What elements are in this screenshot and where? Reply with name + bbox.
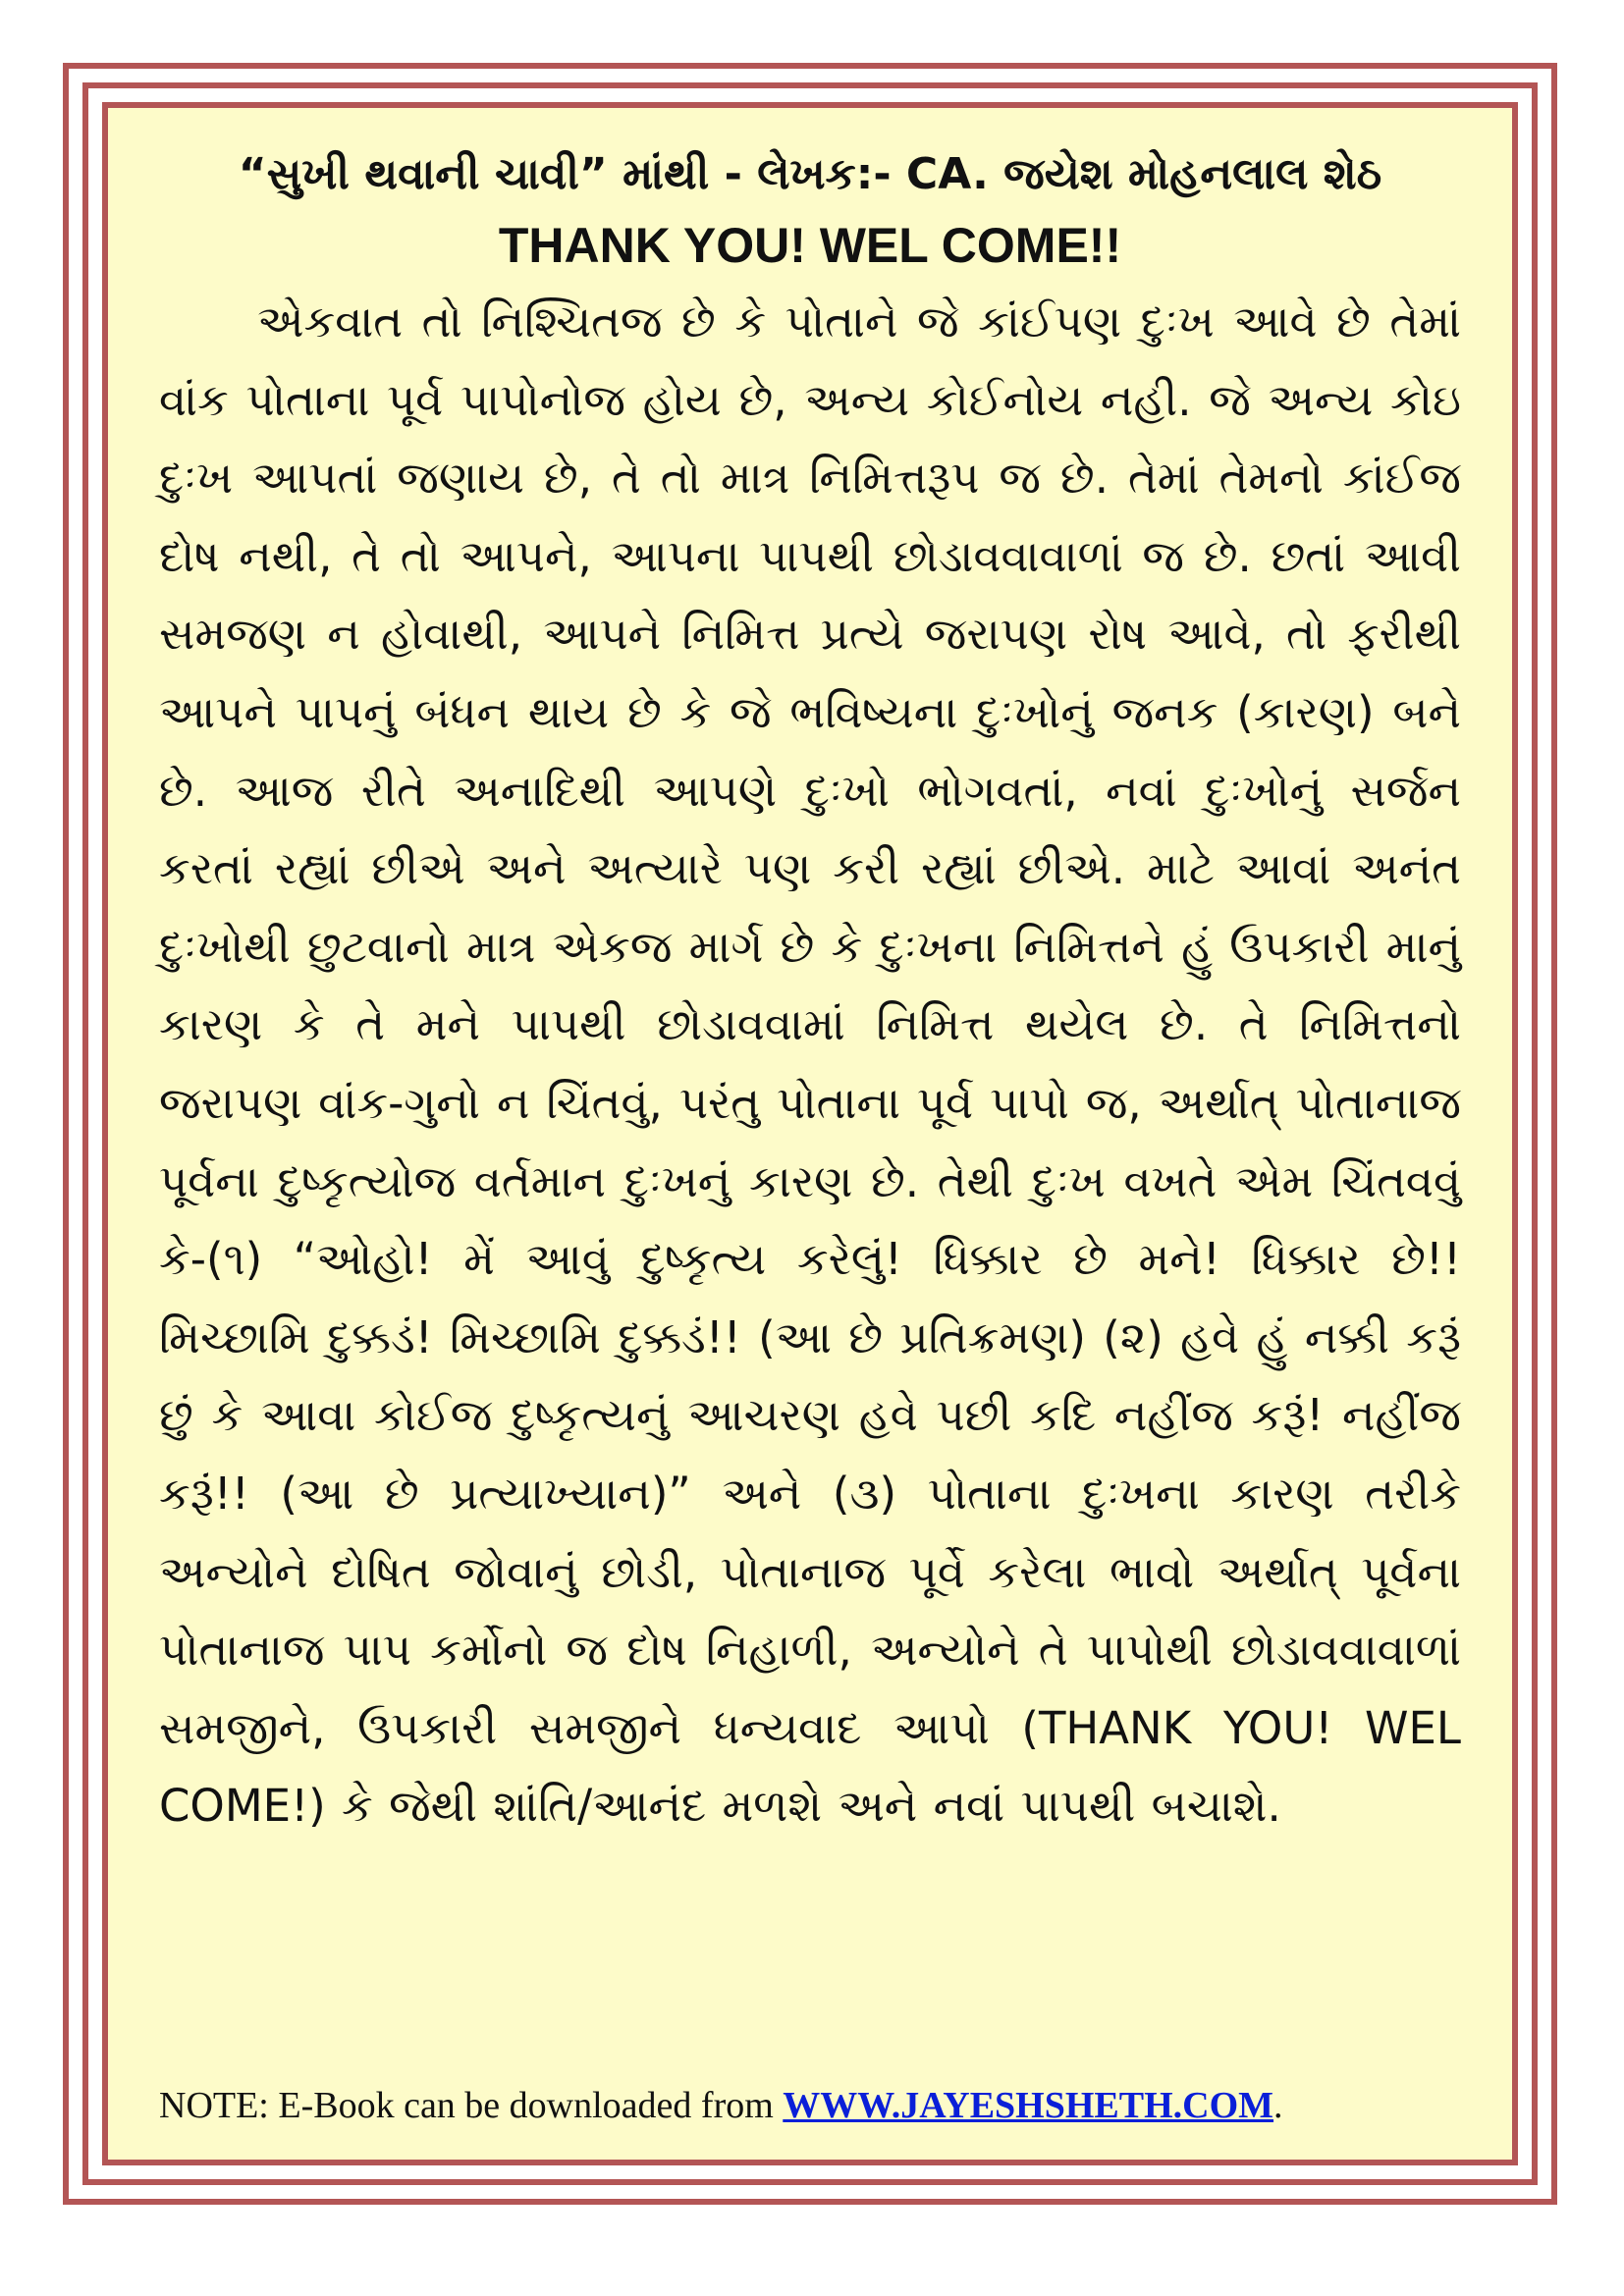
page-title: THANK YOU! WEL COME!! bbox=[498, 218, 1122, 273]
footer-note bbox=[159, 2081, 1283, 2130]
middle-border bbox=[82, 82, 1538, 2185]
page-content bbox=[159, 143, 1461, 2130]
note-period: . bbox=[1273, 2085, 1283, 2126]
note-text: NOTE: E-Book can be downloaded from bbox=[159, 2085, 784, 2126]
inner-border bbox=[102, 102, 1518, 2165]
source-heading: “સુખી થવાની ચાવી” માંથી - લેખક:- CA. જયેશ મોહનલાલ શેઠ bbox=[238, 149, 1382, 199]
outer-border bbox=[63, 63, 1557, 2205]
website-link[interactable]: WWW.JAYESHSHETH.COM bbox=[783, 2085, 1274, 2126]
body-paragraph: એકવાત તો નિશ્ચિતજ છે કે પોતાને જે કાંઈપણ દુઃખ આવે છે તેમાં વાંક પોતાના પૂર્વ પાપોનોજ હોય છે, અન્ય કોઈનોય નહી. જે અન્ય કોઇ દુઃખ આપતાં જણાય છે, તે તો માત્ર નિમિત્તરૂપ જ છે. તેમાં તેમનો કાંઈજ દોષ નથી, તે તો આપને, આપના પાપથી છોડાવવાવાળાં જ છે. છતાં આવી સમજણ ન હોવાથી, આપને નિમિત્ત પ્રત્યે જરાપણ રોષ આવે, તો ફરીથી આપને પાપનું બંધન થાય છે કે જે ભવિષ્યના દુઃખોનું જનક (કારણ) બને છે. આજ રીતે અનાદિથી આપણે દુઃખો ભોગવતાં, નવાં દુઃખોનું સર્જન કરતાં રહ્યાં છીએ અને અત્યારે પણ કરી રહ્યાં છીએ. માટે આવાં અનંત દુઃખોથી છુટવાનો માત્ર એકજ માર્ગ છે કે દુઃખના નિમિત્તને હું ઉપકારી માનું કારણ કે તે મને પાપથી છોડાવવામાં નિમિત્ત થયેલ છે. તે નિમિત્તનો જરાપણ વાંક-ગુનો ન ચિંતવું, પરંતુ પોતાના પૂર્વ પાપો જ, અર્થાત્ પોતાનાજ પૂર્વના દુષ્કૃત્યોજ વર્તમાન દુઃખનું કારણ છે. તેથી દુઃખ વખતે એમ ચિંતવવું કે-(૧) “ઓહો! મેં આવું દુષ્કૃત્ય કરેલું! ધિક્કાર છે મને! ધિક્કાર છે!! મિચ્છામિ દુક્કડં! મિચ્છામિ દુક્કડં!! (આ છે પ્રતિક્રમણ) (૨) હવે હું નક્કી કરૂં છું કે આવા કોઈજ દુષ્કૃત્યનું આચરણ હવે પછી કદિ નહીંજ કરૂં! નહીંજ કરૂં!! (આ છે પ્રત્યાખ્યાન)” અને (૩) પોતાના દુઃખના કારણ તરીકે અન્યોને દોષિત જોવાનું છોડી, પોતાનાજ પૂર્વે કરેલા ભાવો અર્થાત્ પૂર્વના પોતાનાજ પાપ કર્મોનો જ દોષ નિહાળી, અન્યોને તે પાપોથી છોડાવવાવાળાં સમજીને, ઉપકારી સમજીને ધન્યવાદ આપો (THANK YOU! WEL COME!) કે જેથી શાંતિ/આનંદ મળશે અને નવાં પાપથી બચાશે. bbox=[159, 295, 1461, 1833]
